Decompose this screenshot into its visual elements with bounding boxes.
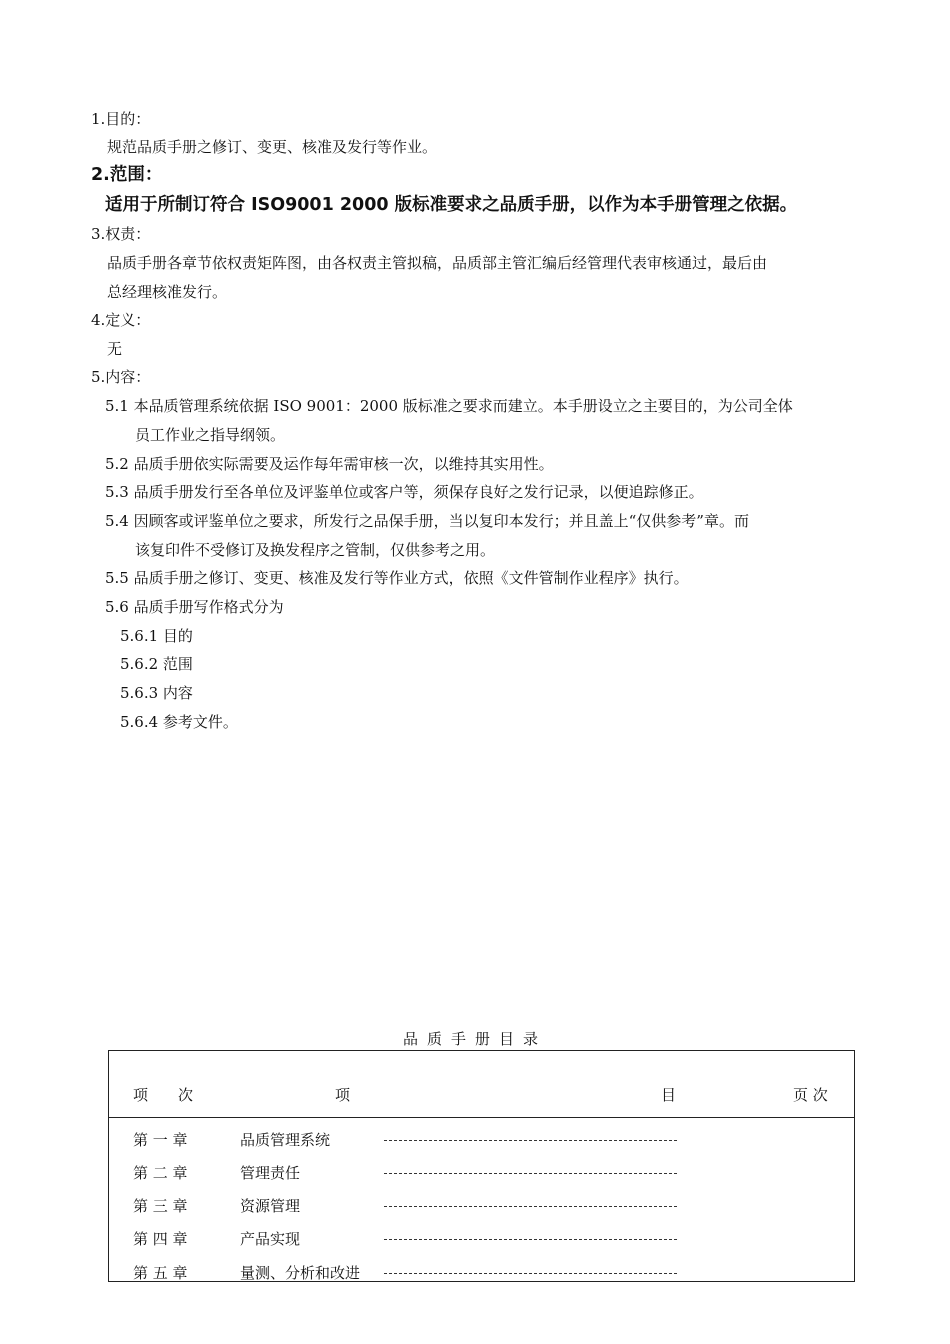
item-5-6-4: 5.6.4 参考文件。 — [120, 713, 238, 731]
item-5-6: 5.6 品质手册写作格式分为 — [105, 598, 284, 616]
section-2-text: 适用于所制订符合 ISO9001 2000 版标准要求之品质手册，以作为本手册管理之依据。 — [105, 195, 798, 215]
toc-chapter-name: 产品实现 — [240, 1230, 301, 1248]
item-5-1-line2: 员工作业之指导纲领。 — [135, 426, 286, 444]
toc-row — [109, 1162, 854, 1184]
toc-leader-line — [384, 1206, 677, 1207]
toc-row — [109, 1228, 854, 1250]
item-5-6-1: 5.6.1 目的 — [120, 627, 193, 645]
toc-header-divider — [109, 1117, 854, 1118]
toc-leader-line — [384, 1173, 677, 1174]
section-5-title: 5.内容： — [91, 368, 151, 386]
toc-table — [108, 1050, 855, 1282]
toc-chapter: 第 三 章 — [133, 1197, 188, 1215]
toc-leader-line — [384, 1239, 677, 1240]
toc-row — [109, 1129, 854, 1151]
toc-chapter-name: 量测、分析和改进 — [240, 1264, 361, 1282]
section-1-text: 规范品质手册之修订、变更、核准及发行等作业。 — [107, 138, 438, 156]
section-3-text-line1: 品质手册各章节依权责矩阵图，由各权责主管拟稿，品质部主管汇编后经管理代表审核通过，最后由 — [107, 254, 768, 272]
item-5-4-line1: 5.4 因顾客或评鉴单位之要求，所发行之品保手册，当以复印本发行；并且盖上“仅供参考”章。而 — [105, 512, 749, 530]
section-1-title: 1.目的： — [91, 110, 151, 128]
toc-chapter-name: 管理责任 — [240, 1164, 301, 1182]
toc-header-item-right: 目 — [661, 1086, 677, 1104]
item-5-6-2: 5.6.2 范围 — [120, 655, 193, 673]
toc-leader-line — [384, 1273, 677, 1274]
section-4-title: 4.定义： — [91, 311, 151, 329]
section-4-text: 无 — [107, 340, 123, 358]
toc-chapter: 第 一 章 — [133, 1131, 188, 1149]
toc-chapter: 第 二 章 — [133, 1164, 188, 1182]
item-5-2: 5.2 品质手册依实际需要及运作每年需审核一次，以维持其实用性。 — [105, 455, 554, 473]
item-5-1-line1: 5.1 本品质管理系统依据 ISO 9001：2000 版标准之要求而建立。本手册设立之主要目的，为公司全体 — [105, 397, 793, 415]
toc-header-page: 页 次 — [793, 1086, 828, 1104]
item-5-4-line2: 该复印件不受修订及换发程序之管制，仅供参考之用。 — [135, 541, 496, 559]
toc-header-item-left: 项 — [335, 1086, 351, 1104]
item-5-6-3: 5.6.3 内容 — [120, 684, 193, 702]
section-2-title: 2.范围： — [91, 165, 163, 185]
toc-chapter: 第 五 章 — [133, 1264, 188, 1282]
item-5-3: 5.3 品质手册发行至各单位及评鉴单位或客户等，须保存良好之发行记录，以便追踪修正。 — [105, 483, 704, 501]
toc-leader-line — [384, 1140, 677, 1141]
toc-row — [109, 1195, 854, 1217]
toc-chapter-name: 品质管理系统 — [240, 1131, 331, 1149]
section-3-title: 3.权责： — [91, 225, 151, 243]
toc-header-item-no: 项 次 — [133, 1086, 194, 1104]
toc-chapter: 第 四 章 — [133, 1230, 188, 1248]
section-3-text-line2: 总经理核准发行。 — [107, 283, 228, 301]
toc-chapter-name: 资源管理 — [240, 1197, 301, 1215]
toc-row — [109, 1262, 854, 1282]
item-5-5: 5.5 品质手册之修订、变更、核准及发行等作业方式，依照《文件管制作业程序》执行。 — [105, 569, 689, 587]
toc-title: 品质手册目录 — [402, 1030, 547, 1048]
